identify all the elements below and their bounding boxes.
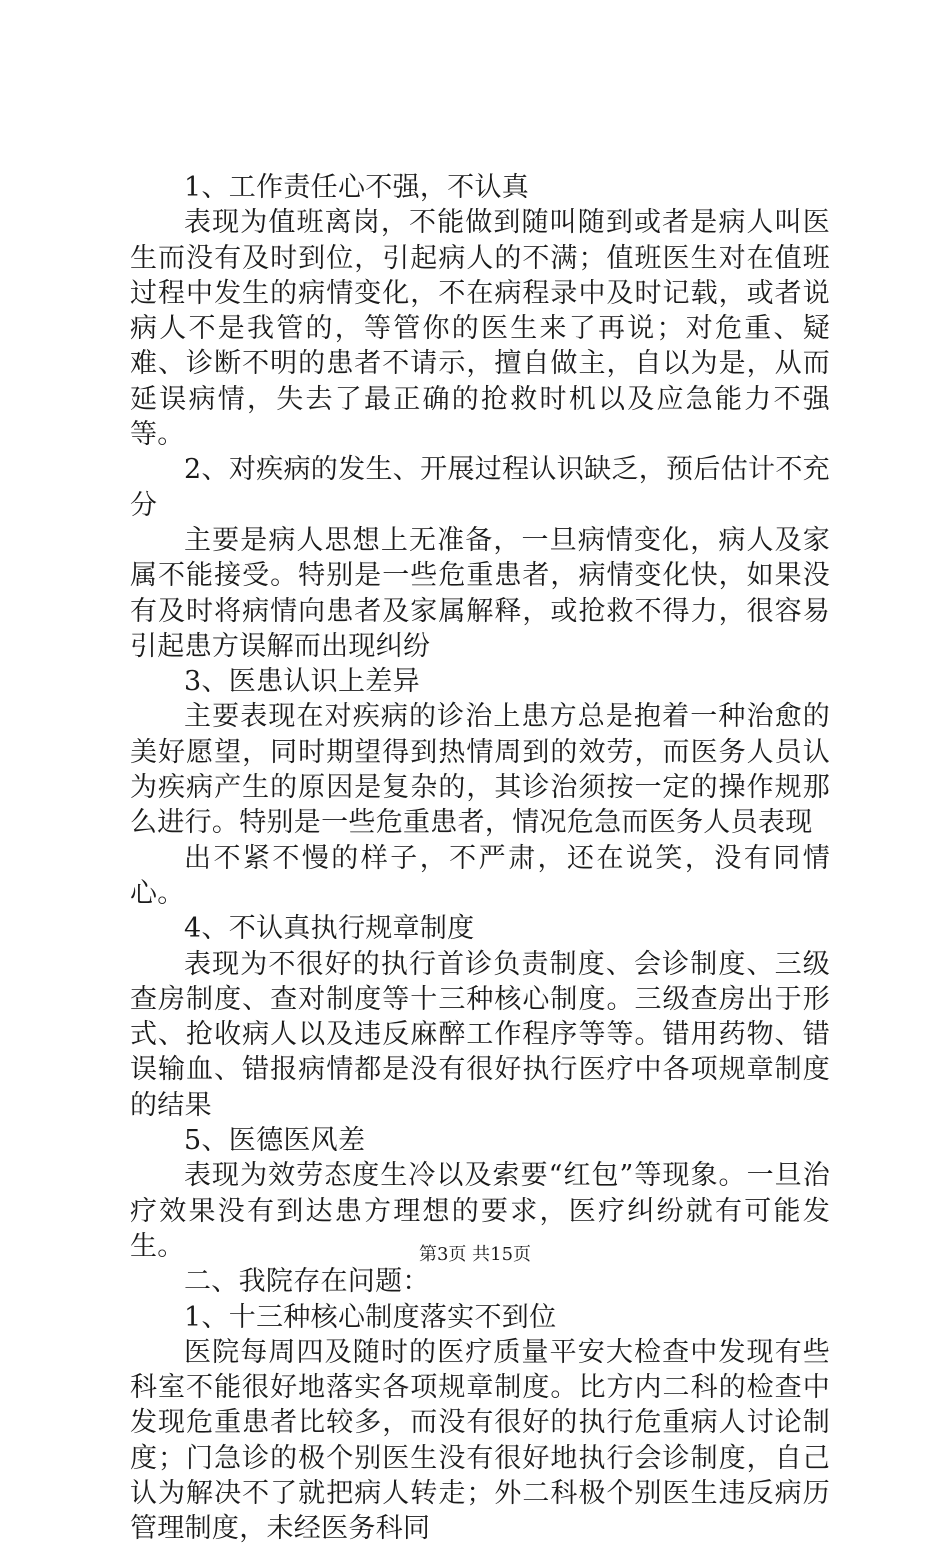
page-number-footer: 第3页 共15页 [418,1244,532,1265]
heading-5: 5、医德医风差 [184,1125,366,1157]
body-paragraph: 出不紧不慢的样子，不严肃，还在说笑，没有同情心。 [130,842,830,909]
heading-3: 3、医患认识上差异 [184,666,420,698]
document-body [130,170,830,1547]
heading-6: 1、十三种核心制度落实不到位 [184,1301,557,1333]
body-paragraph: 表现为不很好的执行首诊负责制度、会诊制度、三级查房制度、查对制度等十三种核心制度。三级查房出于形式、抢收病人以及违反麻醉工作程序等等。错用药物、错误输血、错报病情都是没有很好执行医疗中各项规章制度的结果 [130,948,830,1121]
body-paragraph: 表现为效劳态度生冷以及索要“红包”等现象。一旦治疗效果没有到达患方理想的要求，医疗纠纷就有可能发生。 [130,1160,830,1262]
body-paragraph: 表现为值班离岗，不能做到随叫随到或者是病人叫医生而没有及时到位，引起病人的不满；值班医生对在值班过程中发生的病情变化，不在病程录中及时记载，或者说病人不是我管的，等管你的医生来了再说；对危重、疑难、诊断不明的患者不请示，擅自做主，自以为是，从而延误病情，失去了最正确的抢救时机以及应急能力不强等。 [130,207,830,451]
body-paragraph: 医院每周四及随时的医疗质量平安大检查中发现有些科室不能很好地落实各项规章制度。比方内二科的检查中发现危重患者比较多，而没有很好的执行危重病人讨论制度；门急诊的极个别医生没有很好地执行会诊制度，自己认为解决不了就把病人转走；外二科极个别医生违反病历管理制度，未经医务科同 [130,1336,830,1545]
section-heading: 二、我院存在问题： [184,1266,430,1298]
heading-4: 4、不认真执行规章制度 [184,913,475,945]
heading-2: 2、对疾病的发生、开展过程认识缺乏，预后估计不充分 [130,454,830,521]
heading-1: 1、工作责任心不强，不认真 [184,172,530,203]
body-paragraph: 主要是病人思想上无准备，一旦病情变化，病人及家属不能接受。特别是一些危重患者，病情变化快，如果没有及时将病情向患者及家属解释，或抢救不得力，很容易引起患方误解而出现纠纷 [130,524,830,662]
body-paragraph: 主要表现在对疾病的诊治上患方总是抱着一种治愈的美好愿望，同时期望得到热情周到的效劳，而医务人员认为疾病产生的原因是复杂的，其诊治须按一定的操作规那么进行。特别是一些危重患者，情况危急而医务人员表现 [130,701,830,839]
